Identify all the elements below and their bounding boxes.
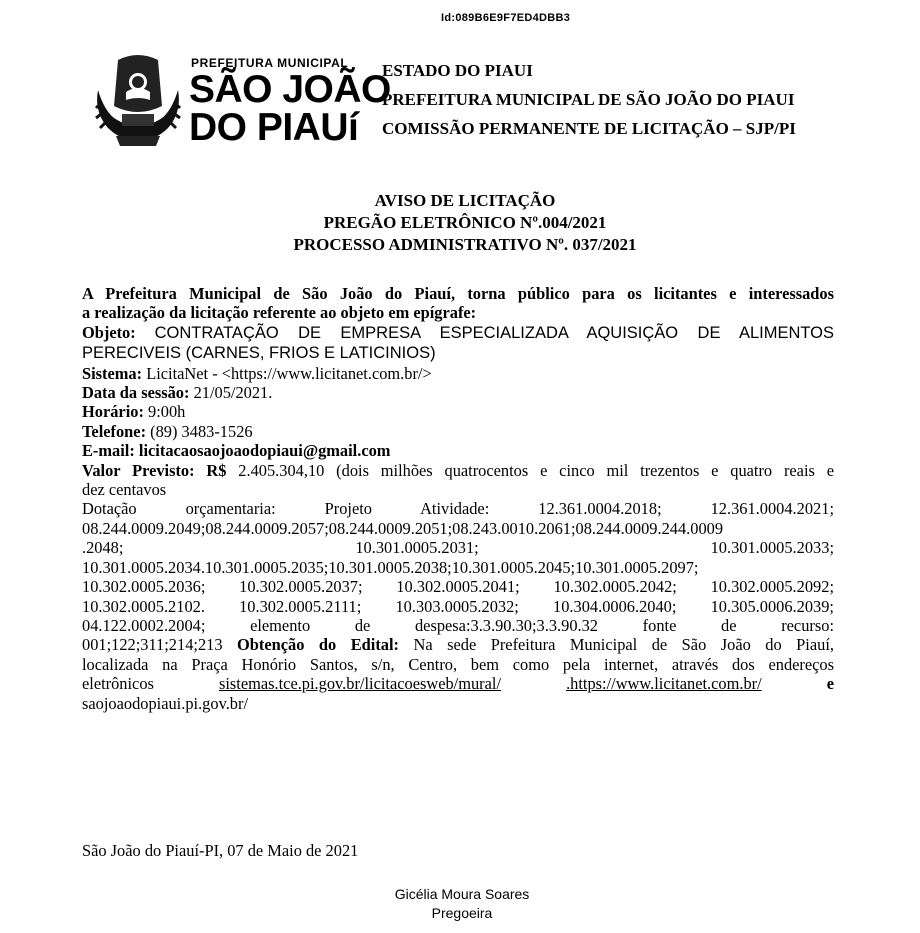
edital-text: Na sede Prefeitura Municipal de São João do Piauí,: [413, 635, 834, 655]
notice-titles: [0, 190, 920, 256]
valor-currency: R$: [206, 460, 227, 480]
horario-label: Horário:: [82, 402, 144, 422]
edital-line: [82, 635, 834, 654]
notice-body: [82, 284, 834, 713]
dotacao-line: 10.302.0005.2036; 10.302.0005.2037; 10.302.0005.2041; 10.302.0005.2042; 10.302.0005.2092;: [82, 577, 834, 597]
dotacao-line: Dotação orçamentaria: Projeto Atividade: 12.361.0004.2018; 12.361.0004.2021;: [82, 499, 834, 519]
intro-line: a realização da licitação referente ao objeto em epígrafe:: [82, 303, 477, 323]
telefone-label: Telefone:: [82, 421, 147, 441]
objeto-value-cont: PERECIVEIS (CARNES, FRIOS E LATICINIOS): [82, 344, 436, 363]
signer-role: Pregoeira: [431, 905, 493, 921]
edital-text: eletrônicos: [82, 674, 154, 694]
edital-links-line: [82, 674, 834, 693]
logo-title-line2: DO PIAUí: [189, 106, 359, 149]
letterhead: [382, 60, 796, 147]
licitanet-link[interactable]: .https://www.licitanet.com.br/: [566, 674, 762, 694]
notice-pregao: PREGÃO ELETRÔNICO Nº.004/2021: [323, 213, 607, 232]
sistema-line: [82, 364, 834, 383]
header-prefecture: PREFEITURA MUNICIPAL DE SÃO JOÃO DO PIAUI: [382, 90, 795, 109]
signer-name: Gicélia Moura Soares: [394, 886, 530, 902]
email-label: E-mail:: [82, 441, 135, 461]
valor-label: Valor Previsto:: [82, 460, 195, 480]
objeto-label: Objeto:: [82, 322, 136, 342]
municipal-site-link[interactable]: saojoaodopiaui.pi.gov.br/: [82, 693, 249, 713]
telefone-line: [82, 422, 834, 441]
sistema-label: Sistema:: [82, 363, 143, 383]
email-value: licitacaosaojoaodopiaui@gmail.com: [138, 441, 391, 461]
dotacao-line: 08.244.0009.2049;08.244.0009.2057;08.244.0009.2051;08.243.0010.2061;08.244.0009.244.0009: [82, 518, 724, 538]
dotacao-line: 10.302.0005.2102. 10.302.0005.2111; 10.303.0005.2032; 10.304.0006.2040; 10.305.0006.2039;: [82, 596, 834, 616]
edital-label: Obtenção do Edital:: [237, 635, 399, 655]
data-line: [82, 383, 834, 402]
header-state: ESTADO DO PIAUI: [382, 61, 533, 80]
horario-value: 9:00h: [148, 402, 186, 422]
valor-value: 2.405.304,10 (dois milhões quatrocentos e cinco mil trezentos e quatro reais e: [238, 460, 834, 480]
dotacao-line: 10.301.0005.2034.10.301.0005.2035;10.301.0005.2038;10.301.0005.2045;10.301.0005.2097;: [82, 557, 699, 577]
header-commission: COMISSÃO PERMANENTE DE LICITAÇÃO – SJP/PI: [382, 119, 796, 138]
edital-line: localizada na Praça Honório Santos, s/n, Centro, bem como pela internet, através dos endereços: [82, 654, 834, 674]
coat-of-arms-emblem: [92, 52, 184, 150]
logo-title-line1: SÃO JOÃO: [189, 68, 391, 111]
notice-processo: PROCESSO ADMINISTRATIVO Nº. 037/2021: [293, 235, 637, 254]
intro-line: A Prefeitura Municipal de São João do Piauí, torna público para os licitantes e interessados: [82, 284, 834, 303]
fonte-codes: 001;122;311;214;213: [82, 635, 223, 655]
objeto-value: CONTRATAÇÃO DE EMPRESA ESPECIALIZADA AQUISIÇÃO DE ALIMENTOS: [154, 323, 834, 342]
sistema-value: LicitaNet - <https://www.licitanet.com.br/>: [146, 363, 432, 383]
valor-line-cont: dez centavos: [82, 480, 167, 500]
dotacao-line: .2048; 10.301.0005.2031; 10.301.0005.2033;: [82, 538, 834, 558]
edital-conj: e: [826, 674, 834, 694]
notice-title: AVISO DE LICITAÇÃO: [374, 191, 556, 210]
signature-block: [0, 885, 920, 923]
logo-caption: PREFEITURA MUNICIPAL: [191, 56, 349, 70]
email-line: [82, 441, 834, 460]
document-id: Id:089B6E9F7ED4DBB3: [441, 12, 571, 24]
dotacao-line: 04.122.0002.2004; elemento de despesa:3.3.90.30;3.3.90.32 fonte de recurso:: [82, 615, 834, 635]
objeto-line: [82, 323, 834, 343]
telefone-value: (89) 3483-1526: [150, 421, 253, 441]
data-label: Data da sessão:: [82, 383, 190, 403]
horario-line: [82, 402, 834, 421]
prefecture-logo: [92, 52, 391, 150]
tce-link[interactable]: sistemas.tce.pi.gov.br/licitacoesweb/mural/: [218, 674, 502, 694]
data-value: 21/05/2021.: [193, 383, 273, 403]
valor-line: [82, 461, 834, 480]
place-date: São João do Piauí-PI, 07 de Maio de 2021: [82, 841, 359, 860]
